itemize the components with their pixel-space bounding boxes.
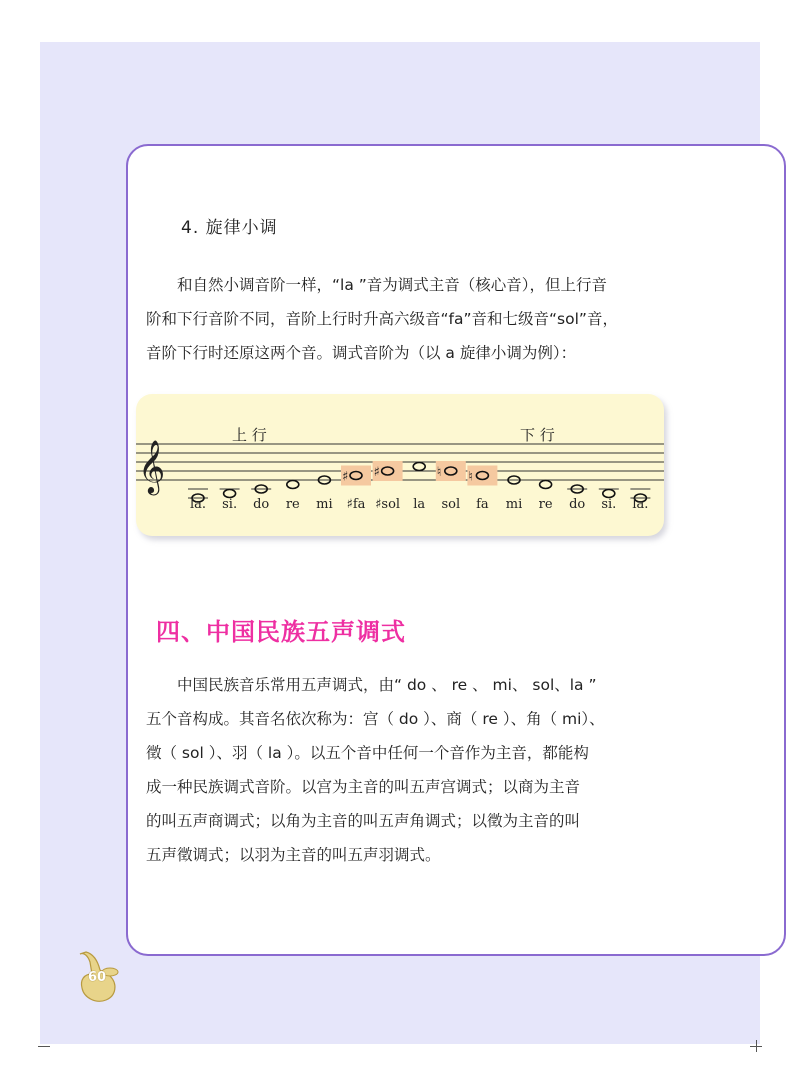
- whole-note: [540, 481, 552, 489]
- solfege-syllable: re: [285, 497, 300, 512]
- solfege-syllable: ♯fa: [346, 497, 366, 512]
- solfege-syllable: re: [538, 497, 553, 512]
- note-accidental: ♯: [342, 469, 349, 485]
- paragraph-line: 和自然小调音阶一样，“la ”音为调式主音（核心音），但上行音: [177, 276, 608, 294]
- paragraph-pentatonic: [146, 668, 666, 872]
- solfege-syllable: la: [413, 497, 426, 512]
- music-staff-panel: [136, 394, 664, 536]
- solfege-syllable: la.: [189, 497, 207, 512]
- paragraph-line: 音阶下行时还原这两个音。调式音阶为（以 a 旋律小调为例）：: [146, 344, 577, 362]
- label-descending: 下 行: [520, 426, 555, 444]
- crop-mark: [756, 1040, 757, 1052]
- solfege-syllable: la.: [632, 497, 649, 512]
- note-accidental: ♯: [373, 465, 380, 480]
- section-subtitle: 4. 旋律小调: [181, 218, 278, 238]
- note-accidental: ♮: [468, 469, 474, 485]
- note-accidental: ♮: [436, 465, 442, 480]
- solfege-syllable: si.: [601, 497, 617, 512]
- solfege-syllable: ♯sol: [375, 497, 401, 512]
- label-ascending: 上 行: [232, 426, 267, 444]
- crop-mark: [38, 1046, 50, 1047]
- paragraph-line: 的叫五声商调式；以角为主音的叫五声角调式；以徵为主音的叫: [146, 812, 581, 830]
- whole-note: [413, 463, 425, 471]
- music-staff: [136, 394, 664, 536]
- paragraph-line: 五个音构成。其音名依次称为：宫（ do ）、商（ re ）、角（ mi）、: [146, 710, 605, 728]
- paragraph-line: 阶和下行音阶不同，音阶上行时升高六级音“fa”音和七级音“sol”音，: [146, 310, 618, 328]
- solfege-syllable: fa: [476, 497, 489, 512]
- solfege-syllable: mi: [505, 497, 523, 512]
- solfege-syllable: si.: [222, 497, 238, 512]
- solfege-syllable: do: [253, 497, 270, 512]
- paragraph-line: 五声徵调式；以羽为主音的叫五声羽调式。: [146, 846, 441, 864]
- paragraph-line: 成一种民族调式音阶。以宫为主音的叫五声宫调式；以商为主音: [146, 778, 581, 796]
- solfege-syllable: do: [569, 497, 586, 512]
- page-number: 60: [88, 970, 107, 985]
- solfege-syllable: mi: [316, 497, 333, 512]
- solfege-syllable: sol: [441, 497, 461, 512]
- paragraph-melodic-minor: [146, 268, 666, 370]
- paragraph-line: 中国民族音乐常用五声调式，由“ do 、 re 、 mi、 sol、la ”: [177, 676, 597, 694]
- whole-note: [287, 481, 299, 489]
- paragraph-line: 徵（ sol ）、羽（ la ）。以五个音中任何一个音作为主音，都能构: [146, 744, 589, 762]
- treble-clef-icon: 𝄞: [138, 439, 166, 493]
- section-heading: 四、中国民族五声调式: [156, 618, 406, 646]
